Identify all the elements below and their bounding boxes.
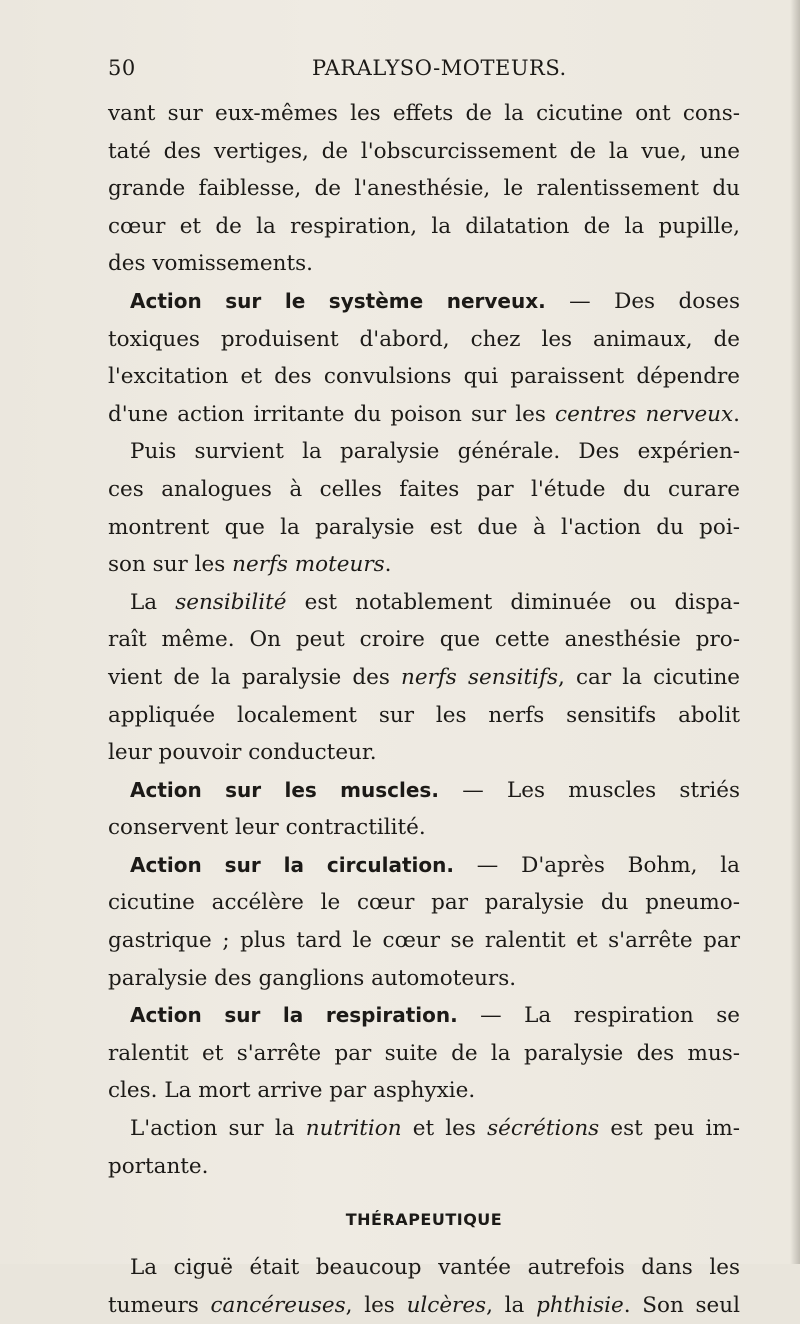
text-run: — Les muscles striés — [438, 777, 740, 803]
italic-term: nerfs sensitifs — [401, 664, 559, 690]
text-line — [108, 358, 740, 396]
text-run: leur pouvoir conducteur. — [108, 740, 377, 766]
text-run: — D'après Bohm, la — [453, 852, 740, 878]
text-run: l'excitation et des convulsions qui paraissent dépendre — [108, 364, 740, 390]
text-run: est notablement diminuée ou dispa- — [286, 589, 740, 615]
text-run: montrent que la paralysie est due à l'action du poi- — [108, 514, 740, 540]
text-line — [108, 170, 740, 208]
page-number: 50 — [108, 56, 136, 80]
text-run: , la — [486, 1292, 537, 1318]
text-line — [108, 509, 740, 547]
page-edge-shadow — [790, 0, 800, 1264]
text-line — [108, 734, 740, 772]
text-line — [108, 1249, 740, 1287]
text-line — [108, 95, 740, 133]
text-run: d'une action irritante du poison sur les — [108, 401, 556, 427]
text-line — [108, 997, 740, 1035]
italic-term: sensibilité — [175, 589, 287, 615]
text-run: ralentit et s'arrête par suite de la paralysie des mus- — [108, 1040, 740, 1066]
text-line — [108, 321, 740, 359]
text-line — [108, 208, 740, 246]
text-run: cœur et de la respiration, la dilatation de la pupille, — [108, 213, 740, 239]
text-line — [108, 922, 740, 960]
page-header — [108, 56, 708, 90]
text-run: , les — [345, 1292, 407, 1318]
text-run: tumeurs — [108, 1292, 211, 1318]
text-run: appliquée localement sur les nerfs sensitifs abolit — [108, 702, 740, 728]
text-line — [108, 809, 740, 847]
text-run: L'action sur la — [130, 1116, 306, 1142]
section-heading: THÉRAPEUTIQUE — [345, 1210, 503, 1230]
text-line — [108, 1035, 740, 1073]
text-line — [108, 1148, 740, 1186]
text-line — [108, 546, 740, 584]
text-run: cles. La mort arrive par asphyxie. — [108, 1078, 476, 1104]
text-run: ces analogues à celles faites par l'étude du curare — [108, 476, 740, 502]
text-run: paralysie des ganglions automoteurs. — [108, 965, 517, 991]
text-run: Puis survient la paralysie générale. Des expérien- — [130, 439, 740, 465]
text-run: La ciguë était beaucoup vantée autrefois dans les — [130, 1255, 740, 1281]
text-run: cicutine accélère le cœur par paralysie du pneumo- — [108, 890, 740, 916]
text-line — [108, 433, 740, 471]
text-line — [108, 283, 740, 321]
text-run: et les — [401, 1116, 488, 1142]
section-lead: Action sur le système nerveux. — [130, 288, 546, 313]
italic-term: sécrétions — [487, 1116, 600, 1142]
text-line — [108, 1287, 740, 1324]
text-run: toxiques produisent d'abord, chez les animaux, de — [108, 326, 740, 352]
running-title: PARALYSO-MOTEURS. — [312, 56, 567, 80]
text-line — [108, 245, 740, 283]
section-lead: Action sur la circulation. — [130, 852, 454, 877]
text-line — [108, 1072, 740, 1110]
italic-term: phthisie — [536, 1292, 624, 1318]
text-run: portante. — [108, 1153, 209, 1179]
text-run: . — [733, 401, 740, 427]
italic-term: centres nerveux — [555, 401, 734, 427]
text-run: — La respiration se — [457, 1003, 740, 1029]
text-line — [108, 621, 740, 659]
text-line — [108, 133, 740, 171]
italic-term: cancéreuses — [210, 1292, 346, 1318]
text-run: vant sur eux-mêmes les effets de la cicutine ont cons- — [108, 101, 740, 126]
text-run: conservent leur contractilité. — [108, 815, 426, 841]
text-run: raît même. On peut croire que cette anesthésie pro- — [108, 627, 740, 653]
section-lead: Action sur la respiration. — [130, 1003, 458, 1028]
body-text — [108, 95, 740, 1324]
text-run: des vomissements. — [108, 251, 313, 277]
text-run: taté des vertiges, de l'obscurcissement de la vue, une — [108, 138, 740, 164]
text-run: , car la cicutine — [558, 664, 741, 690]
section-lead: Action sur les muscles. — [130, 777, 439, 802]
text-run: grande faiblesse, de l'anesthésie, le ralentissement du — [108, 176, 740, 202]
italic-term: ulcères — [406, 1292, 487, 1318]
text-run: . — [384, 552, 392, 578]
italic-term: nerfs moteurs — [232, 552, 385, 578]
text-run: . Son seul — [623, 1292, 741, 1318]
text-line — [108, 884, 740, 922]
text-run: son sur les — [108, 552, 233, 578]
text-line — [108, 584, 740, 622]
text-line — [108, 471, 740, 509]
italic-term: nutrition — [305, 1116, 402, 1142]
text-run: gastrique ; plus tard le cœur se ralentit et s'arrête par — [108, 928, 740, 954]
text-run: est peu im- — [599, 1116, 741, 1142]
text-run: — Des doses — [545, 288, 740, 314]
text-line — [108, 1110, 740, 1148]
text-line — [108, 659, 740, 697]
text-line — [108, 847, 740, 885]
text-run: vient de la paralysie des — [108, 664, 401, 690]
text-run: La — [130, 589, 176, 615]
text-line — [108, 960, 740, 998]
text-line — [108, 697, 740, 735]
text-line — [108, 772, 740, 810]
text-line — [108, 396, 740, 434]
